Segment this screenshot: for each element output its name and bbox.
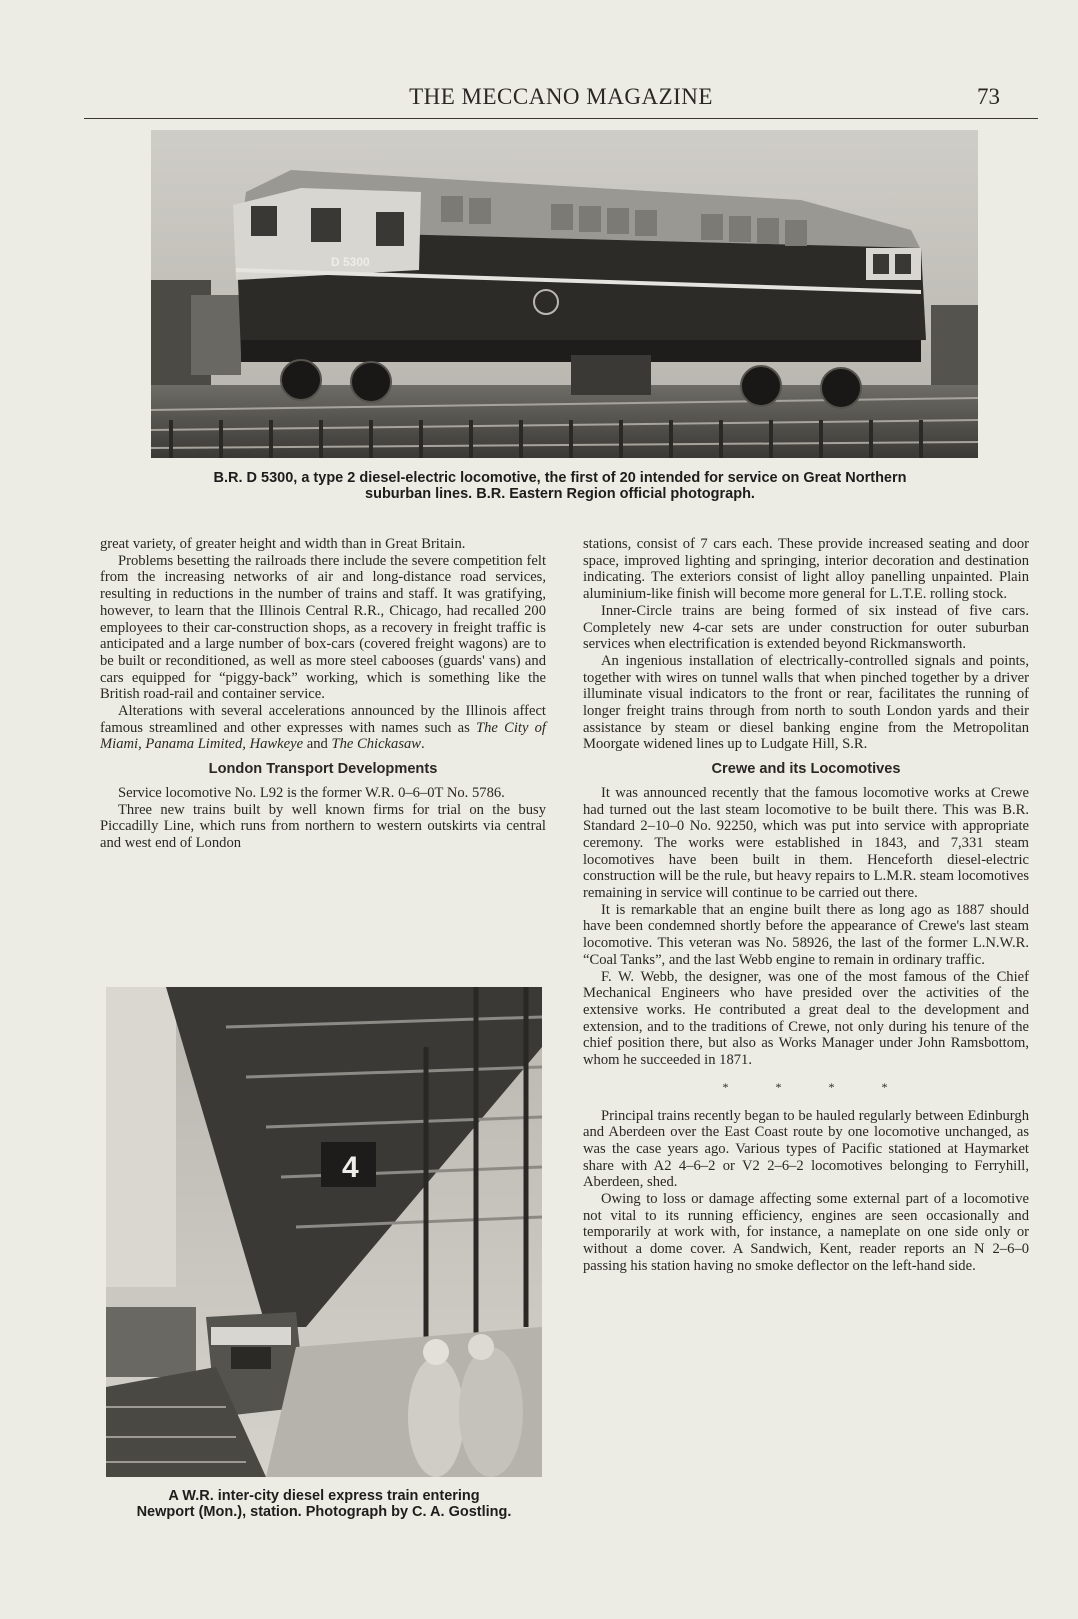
- platform-number-sign: 4: [342, 1151, 359, 1184]
- top-caption-line-2: suburban lines. B.R. Eastern Region official photograph.: [365, 486, 755, 502]
- section-heading-crewe: Crewe and its Locomotives: [711, 761, 901, 778]
- station-illustration: [106, 987, 542, 1477]
- bottom-caption-line-1: A W.R. inter-city diesel express train entering: [168, 1488, 480, 1504]
- left-column: [100, 536, 546, 852]
- left-paragraph-1: great variety, of greater height and width than in Great Britain.: [100, 536, 466, 552]
- left-paragraph-2: Problems besetting the railroads there include the severe competition felt from the increasing networks of air and long-distance road services, resulting in reductions in the number of trains and staff. It was gratifying, however, to learn that the Illinois Central R.R., Chicago, had recalled 200 employees to their car-construction shops, as a recovery in freight traffic is anticipated and a large number of box-cars (covered freight wagons) are to be built or reconditioned, as well as more steel cabooses (guards' vans) and cars equipped for “piggy-back” working, which is something like the British road-rail and container service.: [100, 552, 546, 703]
- right-paragraph-4: It was announced recently that the famous locomotive works at Crewe had turned out the last steam locomotive to be built there. This was B.R. Standard 2–10–0 No. 92250, which was put into service with appropriate ceremony. The works were established in 1843, and 7,331 steam locomotives have been built in them. Henceforth diesel-electric construction will be the rule, but heavy repairs to L.M.R. steam locomotives remaining in service will continue to be carried out there.: [583, 784, 1029, 902]
- left-paragraph-3: [100, 703, 546, 753]
- left-paragraph-5: Three new trains built by well known firms for trial on the busy Piccadilly Line, which runs from northern to western outskirts via central and west end of London: [100, 801, 546, 851]
- right-paragraph-3: An ingenious installation of electrically-controlled signals and points, together with wires on tunnel walls that when pinched together by a driver illuminate visual indicators to the front or rear, facilitates the running of longer freight trains through from north to south London yards and their assistance by steam or diesel banking engine from the Metropolitan Moorgate widened lines up to Ludgate Hill, S.R.: [583, 652, 1029, 753]
- locomotive-illustration: [151, 130, 978, 458]
- page-number: 73: [977, 84, 1000, 109]
- magazine-title: THE MECCANO MAGAZINE: [409, 84, 713, 109]
- top-photo-caption: [120, 470, 1000, 502]
- left-paragraph-4: Service locomotive No. L92 is the former W.R. 0–6–0T No. 5786.: [118, 784, 505, 801]
- right-column: [583, 536, 1029, 1275]
- station-photo: [106, 987, 542, 1477]
- paragraph-3-end: .: [421, 736, 425, 753]
- bottom-caption-line-2: Newport (Mon.), station. Photograph by C. A. Gostling.: [136, 1504, 512, 1520]
- right-paragraph-1: stations, consist of 7 cars each. These provide increased seating and door space, improved lighting and springing, interior decoration and destination indicating. The exteriors consist of light alloy panelling unpainted. Plain aluminium-like finish will become more general for L.T.E. rolling stock.: [583, 536, 1029, 603]
- right-paragraph-2: Inner-Circle trains are being formed of six instead of five cars. Completely new 4-car sets are under construction for outer suburban services when electrification is extended beyond Rickmansworth.: [583, 602, 1029, 653]
- locomotive-number-plate: D 5300: [331, 255, 370, 269]
- paragraph-3-and: and: [306, 736, 328, 753]
- bottom-photo-caption: [100, 1488, 548, 1520]
- right-paragraph-8: Owing to loss or damage affecting some external part of a locomotive not vital to its running efficiency, engines are seen occasionally and temporarily at work with, for instance, a nameplate on one side only or without a dome cover. A Sandwich, Kent, reader reports an N 2–6–0 passing his station having no smoke deflector on the left-hand side.: [583, 1191, 1029, 1274]
- right-paragraph-7: Principal trains recently began to be hauled regularly between Edinburgh and Aberdeen over the East Coast route by one locomotive unchanged, as was the case years ago. Various types of Pacific stationed at Haymarket share with A2 4–6–2 or V2 2–6–2 locomotives belonging to Ferryhill, Aberdeen, shed.: [583, 1107, 1029, 1191]
- train-names-1: The City of Miami, Panama Limited, Hawkeye: [100, 719, 546, 753]
- train-names-2: The Chickasaw: [331, 736, 422, 753]
- right-paragraph-5: It is remarkable that an engine built there as long ago as 1887 should have been condemned shortly before the appearance of Crewe's last steam locomotive. This veteran was No. 58926, the last of the former L.N.W.R. “Coal Tanks”, and the last Webb engine to remain in ordinary traffic.: [583, 901, 1029, 968]
- top-caption-line-1: B.R. D 5300, a type 2 diesel-electric locomotive, the first of 20 intended for service on Great Northern: [213, 470, 907, 486]
- paragraph-3-text: Alterations with several accelerations announced by the Illinois affect famous streamlined and other expresses with names such as: [100, 703, 546, 736]
- section-heading-london-transport: London Transport Developments: [208, 761, 438, 778]
- page-header: [84, 80, 1038, 119]
- locomotive-photo: [151, 130, 978, 458]
- section-separator: * * * *: [722, 1079, 910, 1094]
- right-paragraph-6: F. W. Webb, the designer, was one of the most famous of the Chief Mechanical Engineers who have presided over the activities of the extensive works. He contributed a great deal to the development and extension, and to the traditions of Crewe, not only during his tenure of the chief position there, but also as Works Manager under John Ramsbottom, whom he succeeded in 1871.: [583, 968, 1029, 1069]
